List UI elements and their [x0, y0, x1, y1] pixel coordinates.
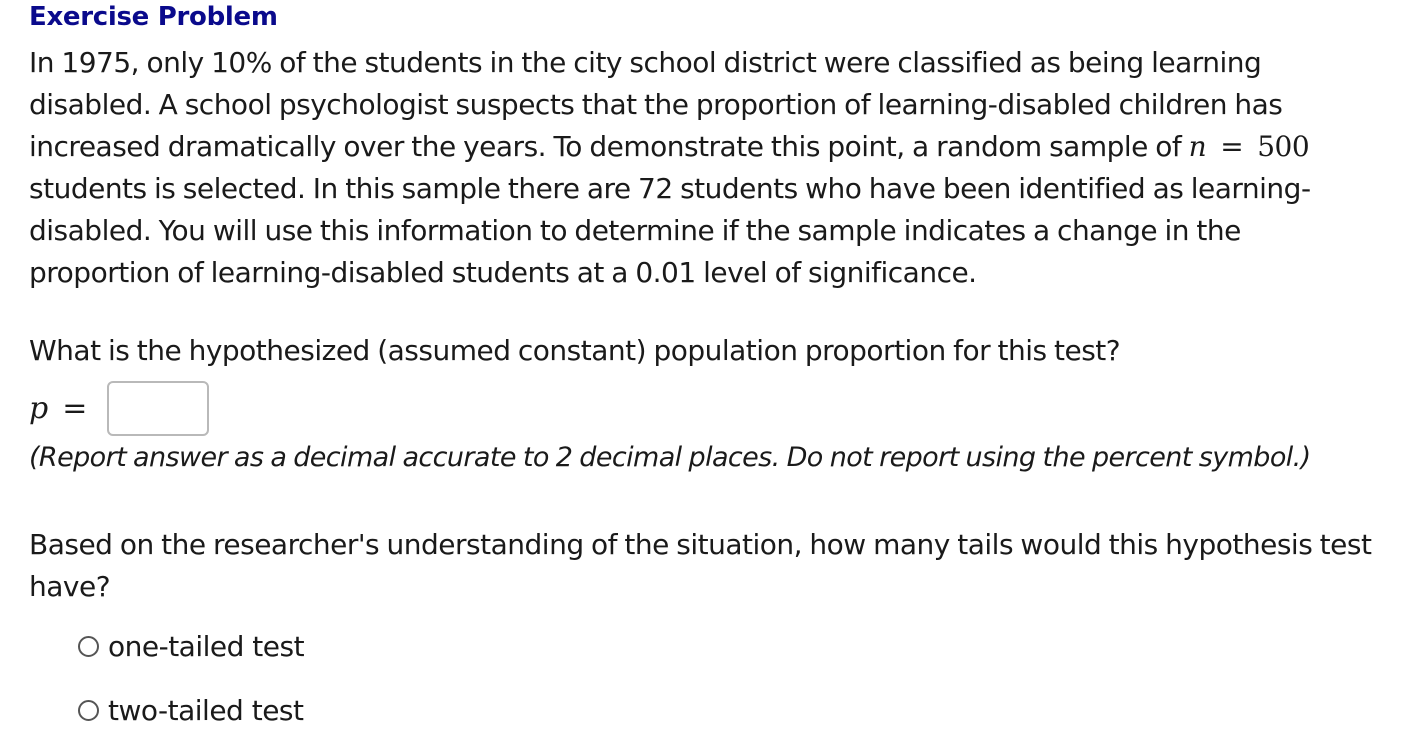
sample-size-variable: n: [1188, 130, 1207, 163]
question-proportion: What is the hypothesized (assumed constant) population proportion for this test?: [29, 334, 1121, 367]
question-line: Based on the researcher's understanding of the situation, how many tails would this hypothesis test: [29, 528, 1372, 561]
sample-size-value: 500: [1257, 130, 1310, 163]
proportion-variable: p: [29, 390, 49, 426]
proportion-label: [29, 391, 87, 426]
exercise-title: Exercise Problem: [29, 2, 278, 32]
radio-button[interactable]: [78, 700, 99, 721]
problem-line: disabled. A school psychologist suspects that the proportion of learning-disabled children has: [29, 88, 1283, 121]
question-line: have?: [29, 570, 111, 603]
option-label: two-tailed test: [108, 694, 304, 727]
option-one-tailed[interactable]: [78, 630, 304, 663]
question-tails: [29, 524, 1422, 608]
equals-sign: =: [1220, 130, 1244, 163]
option-label: one-tailed test: [108, 630, 305, 663]
equals-sign: =: [62, 390, 88, 426]
problem-text: increased dramatically over the years. To demonstrate this point, a random sample of: [29, 130, 1189, 163]
proportion-answer-row: [29, 378, 209, 438]
problem-statement: [29, 42, 1399, 294]
problem-line: students is selected. In this sample there are 72 students who have been identified as learning-: [29, 172, 1311, 205]
problem-line: [29, 126, 1399, 168]
problem-line: In 1975, only 10% of the students in the city school district were classified as being learning: [29, 46, 1262, 79]
radio-button[interactable]: [78, 636, 99, 657]
problem-line: proportion of learning-disabled students at a 0.01 level of significance.: [29, 256, 977, 289]
option-two-tailed[interactable]: [78, 694, 304, 727]
problem-line: disabled. You will use this information to determine if the sample indicates a change in the: [29, 214, 1241, 247]
proportion-answer-input[interactable]: [107, 381, 209, 436]
answer-format-note: (Report answer as a decimal accurate to 2 decimal places. Do not report using the percent symbol.): [29, 442, 1311, 473]
